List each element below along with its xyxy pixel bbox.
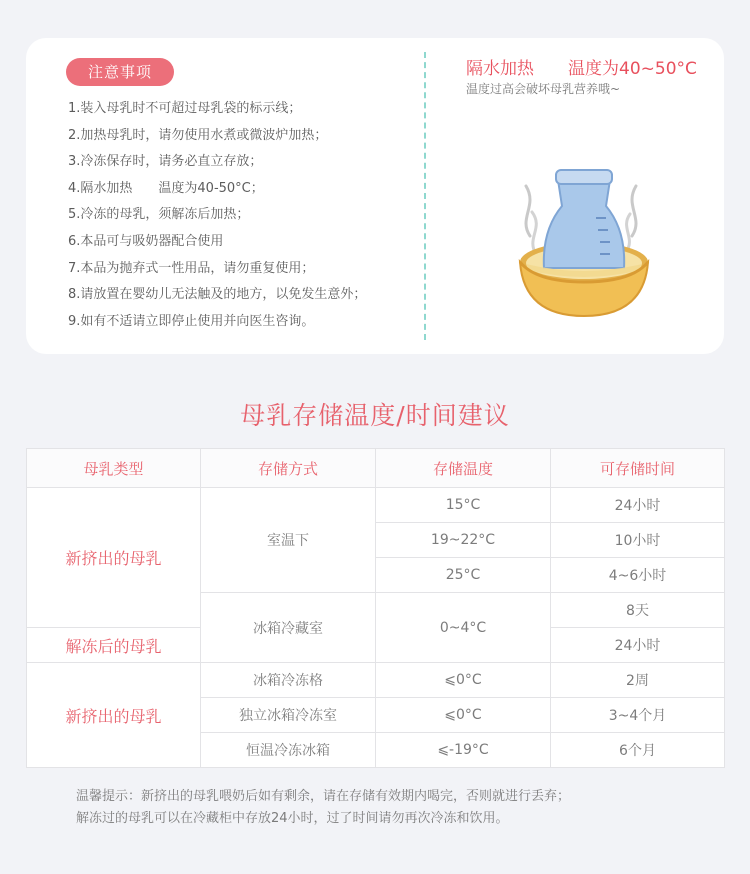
- temp-cell: ⩽-19°C: [376, 733, 551, 768]
- time-cell: 2周: [551, 663, 725, 698]
- temp-cell: 15°C: [376, 488, 551, 523]
- time-cell: 10小时: [551, 523, 725, 558]
- notice-item: 7.本品为抛弃式一性用品，请勿重复使用；: [68, 260, 315, 276]
- heating-method: 隔水加热: [466, 59, 534, 79]
- table-header-row: [27, 449, 725, 488]
- section-title: 母乳存储温度/时间建议: [240, 401, 510, 430]
- temp-cell: 25°C: [376, 558, 551, 593]
- header-temperature: 存储温度: [376, 449, 551, 488]
- milk-type-thawed: 解冻后的母乳: [27, 628, 201, 663]
- header-type: 母乳类型: [27, 449, 201, 488]
- time-cell: 6个月: [551, 733, 725, 768]
- header-duration: 可存储时间: [551, 449, 725, 488]
- table-row: [27, 663, 725, 698]
- table-row: [27, 488, 725, 523]
- tips: [76, 786, 726, 830]
- warm-water-bath-icon: [512, 166, 656, 318]
- method-cell: 独立冰箱冷冻室: [201, 698, 376, 733]
- temp-cell: 19~22°C: [376, 523, 551, 558]
- tips-line: 解冻过的母乳可以在冷藏柜中存放24小时，过了时间请勿再次冷冻和饮用。: [76, 811, 509, 826]
- notice-item: 2.加热母乳时，请勿使用水煮或微波炉加热；: [68, 127, 328, 143]
- time-cell: 24小时: [551, 488, 725, 523]
- time-cell: 4~6小时: [551, 558, 725, 593]
- method-cell: 冰箱冷冻格: [201, 663, 376, 698]
- time-cell: 24小时: [551, 628, 725, 663]
- method-fridge: 冰箱冷藏室: [201, 593, 376, 663]
- tips-line: 温馨提示：新挤出的母乳喂奶后如有剩余，请在存储有效期内喝完，否则就进行丢弃；: [76, 789, 571, 804]
- time-cell: 3~4个月: [551, 698, 725, 733]
- notice-item: 6.本品可与吸奶器配合使用: [68, 233, 224, 249]
- notice-item: 1.装入母乳时不可超过母乳袋的标示线；: [68, 101, 302, 116]
- storage-table: [26, 448, 725, 768]
- notice-item: 3.冷冻保存时，请务必直立存放；: [68, 154, 263, 170]
- notice-badge: 注意事项: [66, 58, 174, 86]
- notice-item: 9.如有不适请立即停止使用并向医生咨询。: [68, 313, 315, 329]
- notice-item: 8.请放置在婴幼儿无法触及的地方，以免发生意外；: [68, 287, 367, 303]
- heating-note: 温度过高会破坏母乳营养哦~: [466, 82, 621, 96]
- notice-item: 5.冷冻的母乳，须解冻后加热；: [68, 207, 250, 223]
- notice-item: 4.隔水加热 温度为40-50°C；: [68, 180, 264, 196]
- milk-type-fresh-frozen: 新挤出的母乳: [27, 663, 201, 768]
- notice-card: [26, 38, 724, 354]
- time-cell: 8天: [551, 593, 725, 628]
- heating-title: [466, 54, 697, 79]
- dashed-divider: [424, 52, 426, 340]
- temp-cell: 0~4°C: [376, 593, 551, 663]
- heating-temperature: 温度为40~50°C: [568, 59, 697, 79]
- temp-cell: ⩽0°C: [376, 663, 551, 698]
- header-method: 存储方式: [201, 449, 376, 488]
- milk-type-fresh: 新挤出的母乳: [27, 488, 201, 628]
- method-cell: 恒温冷冻冰箱: [201, 733, 376, 768]
- notice-list: [68, 96, 366, 335]
- method-room: 室温下: [201, 488, 376, 593]
- temp-cell: ⩽0°C: [376, 698, 551, 733]
